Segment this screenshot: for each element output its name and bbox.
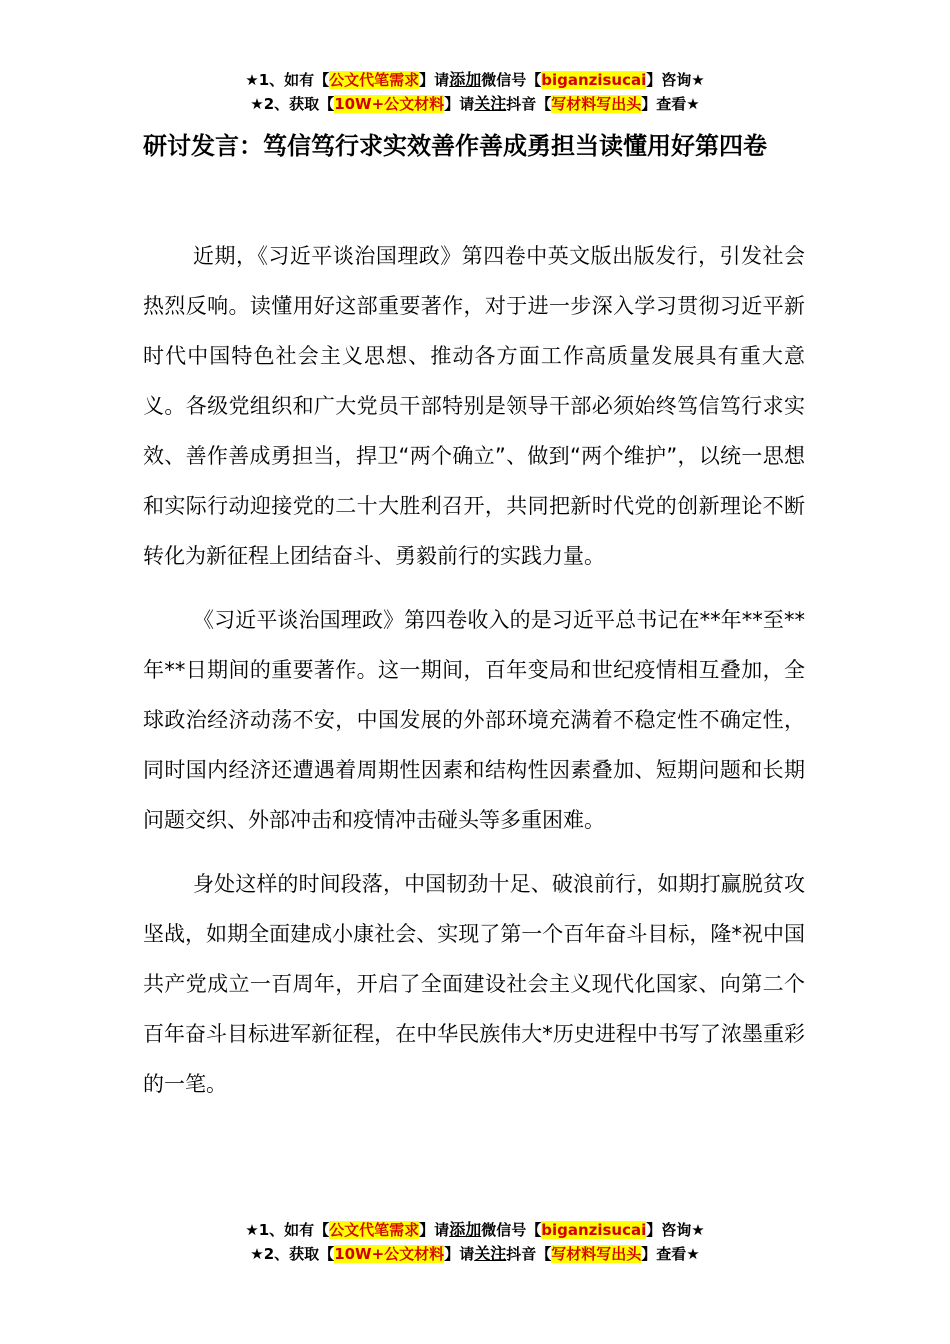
highlight-douyin-account: 写材料写出头 [551,1245,642,1263]
banner-text: 】请 [419,71,450,89]
footer-banner [0,1218,950,1266]
banner-text: ★1、如有【 [245,71,330,89]
banner-text: 】查看★ [641,1245,700,1263]
banner-text: 微信号【 [481,1221,542,1239]
highlight-wechat-id: biganzisucai [541,1221,647,1239]
banner-line-2 [0,92,950,116]
banner-emphasis: 关注 [474,1244,507,1263]
highlight-service: 公文代笔需求 [329,71,420,89]
banner-line-1 [0,1218,950,1242]
banner-text: 】咨询★ [646,1221,705,1239]
banner-text: 】请 [444,95,475,113]
document-body [143,231,805,1123]
banner-text: 抖音【 [506,1245,552,1263]
banner-text: 】请 [419,1221,450,1239]
highlight-wechat-id: biganzisucai [541,71,647,89]
highlight-douyin-account: 写材料写出头 [551,95,642,113]
paragraph: 《习近平谈治国理政》第四卷收入的是习近平总书记在**年**至**年**日期间的重要著作。这一期间，百年变局和世纪疫情相互叠加，全球政治经济动荡不安，中国发展的外部环境充满着不稳定性不确定性，同时国内经济还遭遇着周期性因素和结构性因素叠加、短期问题和长期问题交织、外部冲击和疫情冲击碰头等多重困难。 [143,608,805,832]
document-title: 研讨发言：笃信笃行求实效善作善成勇担当读懂用好第四卷 [143,132,767,160]
highlight-materials: 10W+公文材料 [334,1245,445,1263]
banner-emphasis: 添加 [449,1220,482,1239]
banner-text: 】咨询★ [646,71,705,89]
banner-text: ★2、获取【 [250,1245,335,1263]
banner-text: 抖音【 [506,95,552,113]
banner-text: 微信号【 [481,71,542,89]
highlight-materials: 10W+公文材料 [334,95,445,113]
highlight-service: 公文代笔需求 [329,1221,420,1239]
banner-text: ★1、如有【 [245,1221,330,1239]
banner-text: 】查看★ [641,95,700,113]
banner-line-2 [0,1242,950,1266]
paragraph: 身处这样的时间段落，中国韧劲十足、破浪前行，如期打赢脱贫攻坚战，如期全面建成小康社会、实现了第一个百年奋斗目标，隆*祝中国共产党成立一百周年，开启了全面建设社会主义现代化国家、向第二个百年奋斗目标进军新征程，在中华民族伟大*历史进程中书写了浓墨重彩的一笔。 [143,872,805,1096]
banner-emphasis: 添加 [449,70,482,89]
banner-emphasis: 关注 [474,94,507,113]
paragraph: 近期，《习近平谈治国理政》第四卷中英文版出版发行，引发社会热烈反响。读懂用好这部重要著作，对于进一步深入学习贯彻习近平新时代中国特色社会主义思想、推动各方面工作高质量发展具有重大意义。各级党组织和广大党员干部特别是领导干部必须始终笃信笃行求实效、善作善成勇担当，捍卫“两个确立”、做到“两个维护”，以统一思想和实际行动迎接党的二十大胜利召开，共同把新时代党的创新理论不断转化为新征程上团结奋斗、勇毅前行的实践力量。 [143,244,805,568]
banner-text: ★2、获取【 [250,95,335,113]
header-banner [0,68,950,116]
banner-line-1 [0,68,950,92]
banner-text: 】请 [444,1245,475,1263]
